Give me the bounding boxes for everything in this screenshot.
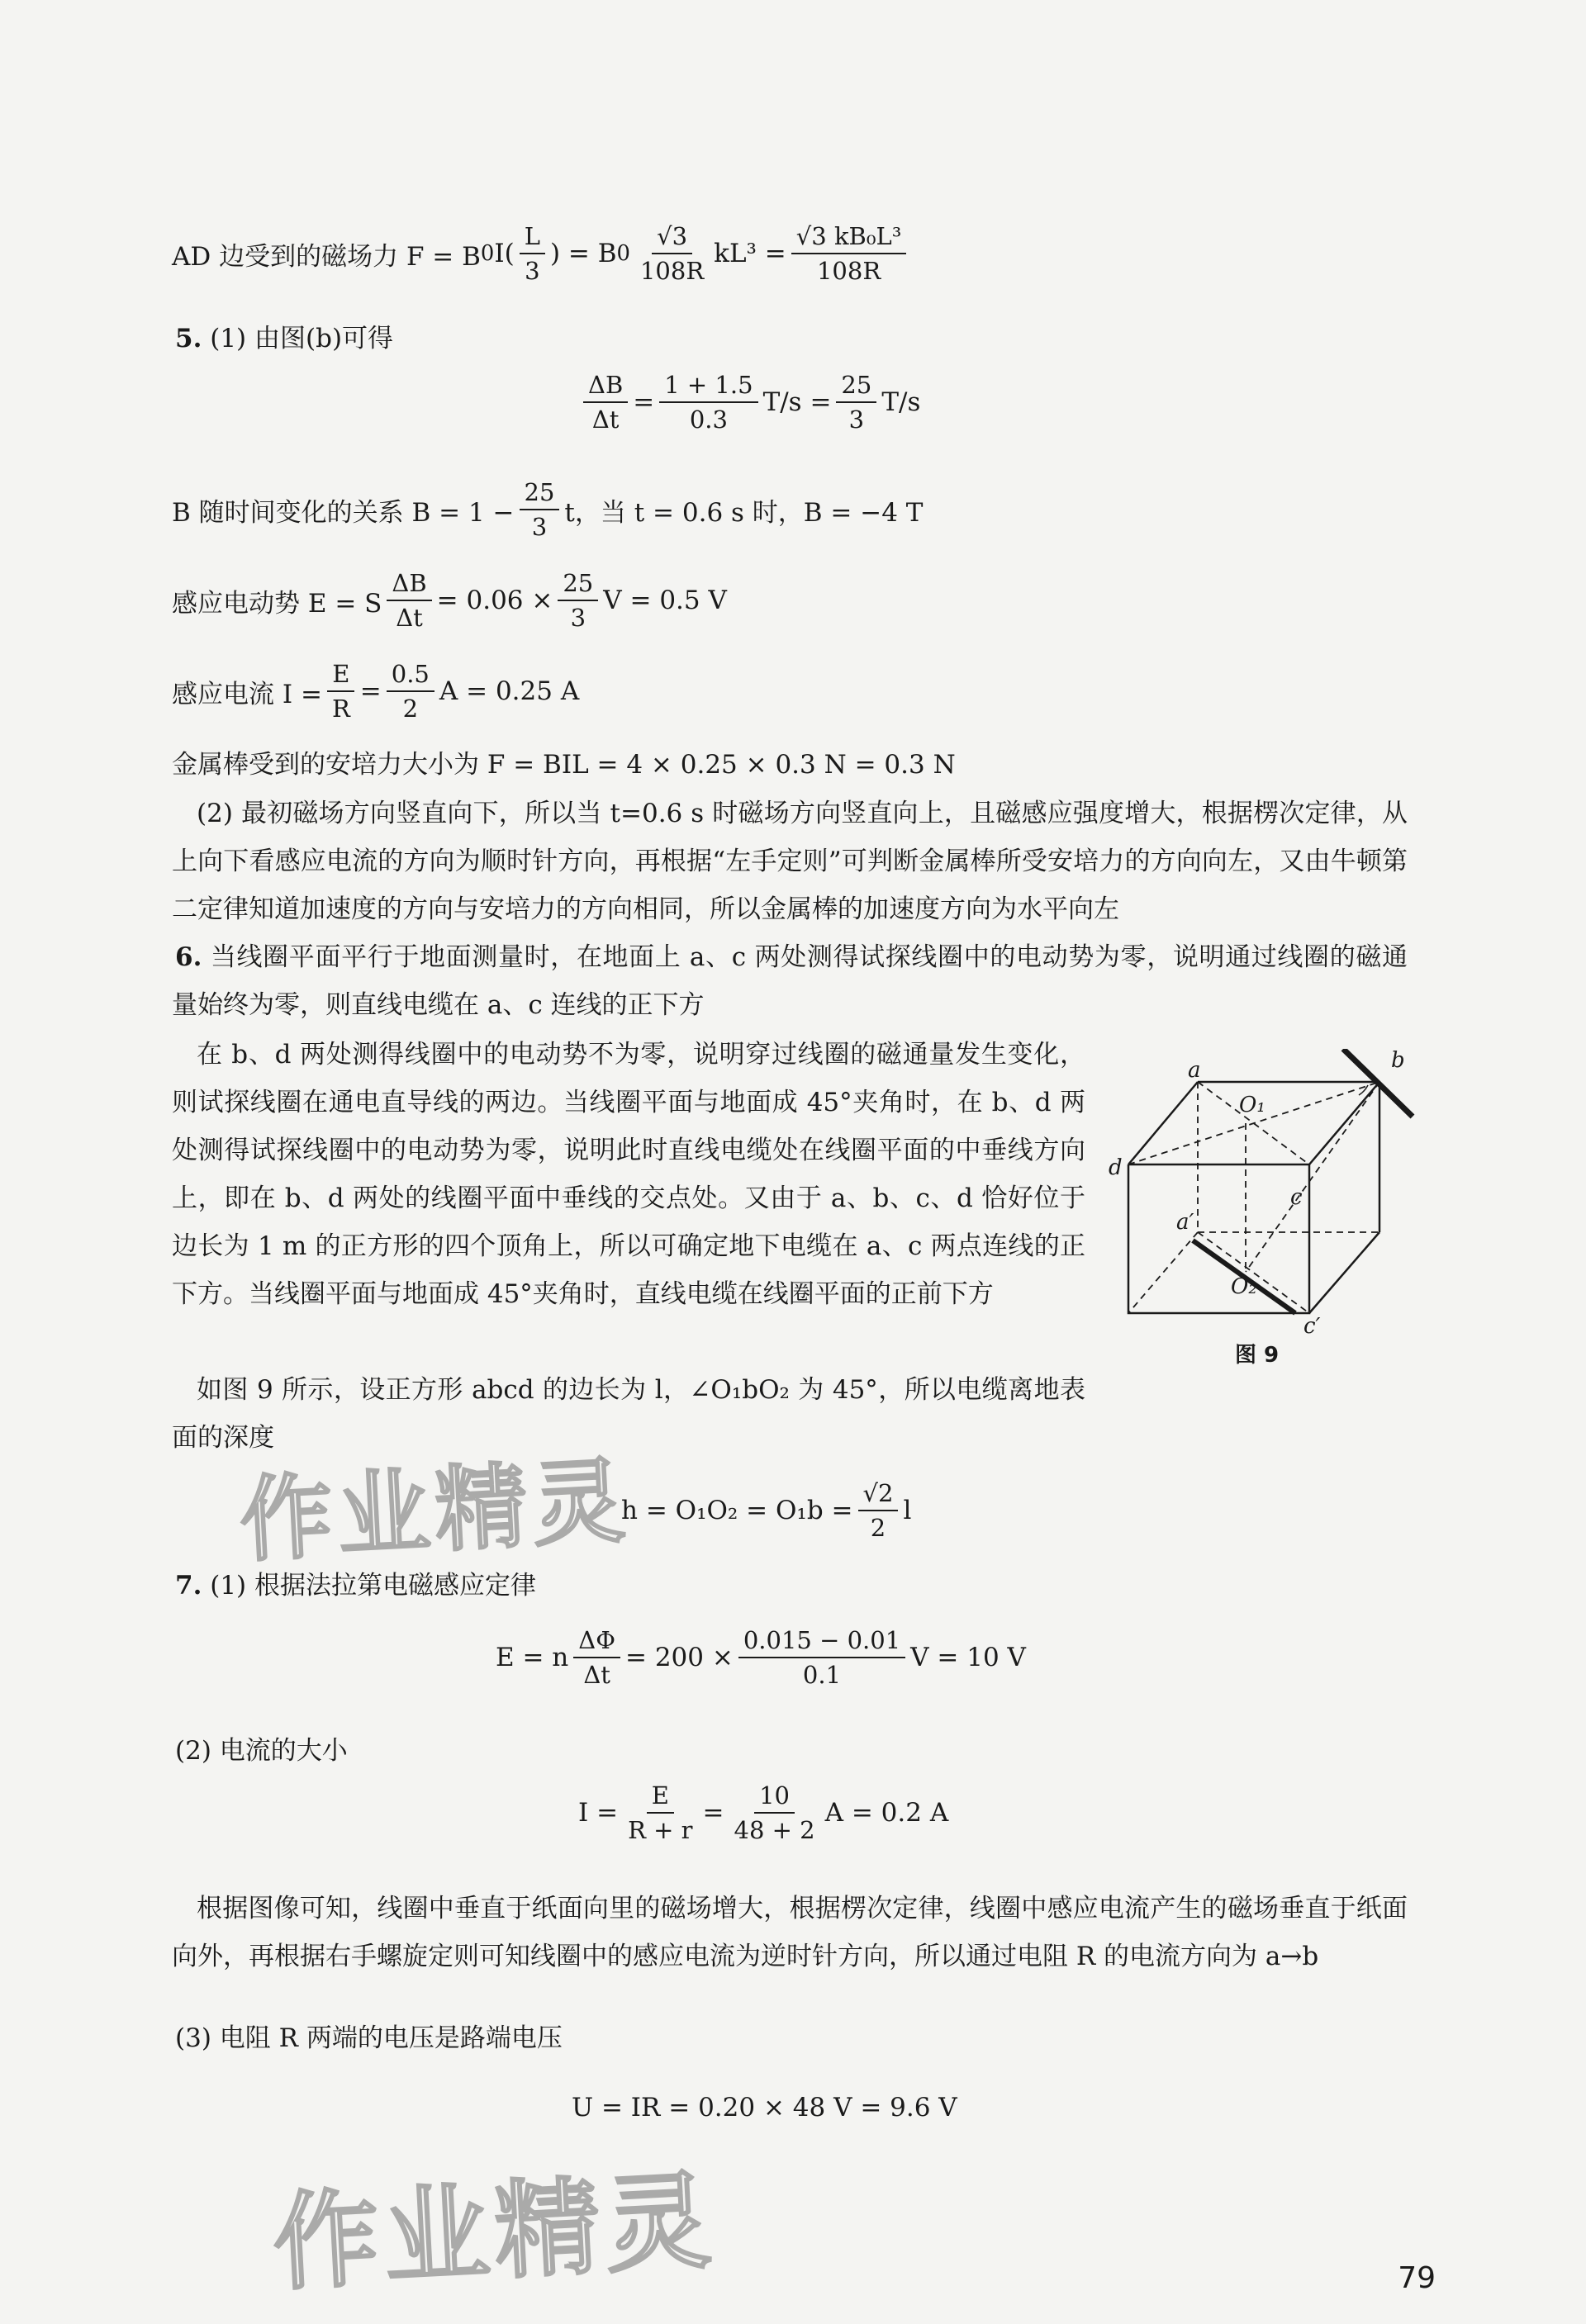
q7-intro-text: (1) 根据法拉第电磁感应定律	[210, 1571, 536, 1601]
label-c-prime: c′	[1303, 1314, 1321, 1338]
question-number: 6.	[175, 942, 202, 972]
denominator: R + r	[628, 1816, 693, 1844]
text: 感应电动势 E = S	[172, 588, 382, 619]
figure-9-cube-diagram	[1107, 1049, 1421, 1338]
fraction	[520, 221, 545, 286]
text: = 200 ×	[625, 1643, 734, 1672]
label-b: b	[1391, 1049, 1405, 1073]
equals: =	[359, 676, 382, 706]
question-number: 5.	[175, 324, 202, 353]
fraction	[387, 568, 431, 633]
fraction	[583, 370, 628, 434]
text: = 0.06 ×	[436, 586, 553, 615]
numerator: √3 kB₀L³	[791, 221, 907, 254]
q5-b-relation	[172, 477, 923, 542]
q5-intro-text: (1) 由图(b)可得	[210, 324, 394, 353]
label-a: a	[1188, 1058, 1201, 1083]
q5-current	[172, 659, 579, 723]
text: V = 0.5 V	[603, 586, 727, 615]
q7-faraday-equation	[496, 1625, 1026, 1690]
fraction	[573, 1625, 620, 1690]
text: l	[903, 1496, 912, 1525]
subscript: 0	[616, 241, 630, 266]
numerator: 25	[558, 568, 598, 601]
fraction	[791, 221, 907, 286]
numerator: 25	[520, 477, 560, 510]
q6-depth-equation	[621, 1478, 911, 1543]
denominator: R	[331, 695, 350, 723]
numerator: 0.015 − 0.01	[738, 1625, 905, 1658]
numerator: E	[647, 1781, 674, 1814]
label-c: c	[1290, 1185, 1303, 1210]
denominator: 0.3	[689, 406, 728, 434]
denominator: 48 + 2	[734, 1816, 815, 1844]
denominator: 2	[870, 1514, 886, 1542]
label-o1: O₁	[1239, 1093, 1265, 1117]
q5-part2: (2) 最初磁场方向竖直向下，所以当 t=0.6 s 时磁场方向竖直向上，且磁感应强度增大，根据楞次定律，从上向下看感应电流的方向为顺时针方向，再根据“左手定则”可判断金属棒所受安培力的方向向左，又由牛顿第二定律知道加速度的方向与安培力的方向相同，所以金属棒的加速度方向为水平向左	[172, 799, 1408, 924]
fraction	[738, 1625, 905, 1690]
denominator: 3	[531, 513, 548, 541]
denominator: Δt	[396, 604, 423, 632]
denominator: 3	[525, 257, 540, 285]
equals: =	[702, 1798, 724, 1828]
ad-force-equation	[172, 221, 911, 286]
text: B 随时间变化的关系 B = 1 −	[172, 497, 515, 528]
text: V = 10 V	[910, 1643, 1026, 1672]
denominator: 108R	[639, 257, 705, 285]
ad-force-mid3: kL³ =	[714, 239, 786, 268]
numerator: ΔB	[387, 568, 431, 601]
numerator: √3	[652, 221, 692, 254]
denominator: 108R	[816, 257, 881, 285]
subscript: 0	[480, 241, 495, 266]
text: 感应电流 I =	[172, 679, 322, 709]
q7-part2-intro: (2) 电流的大小	[175, 1736, 348, 1766]
fraction	[623, 1781, 697, 1845]
q7-current-equation	[578, 1781, 948, 1845]
q7-part2-text: 根据图像可知，线圈中垂直于纸面向里的磁场增大，根据楞次定律，线圈中感应电流产生的磁场垂直于纸面向外，再根据右手螺旋定则可知线圈中的感应电流为逆时针方向，所以通过电阻 R 的电流方向为 a→b	[172, 1894, 1408, 1971]
numerator: ΔB	[583, 370, 628, 403]
q6-para2: 在 b、d 两处测得线圈中的电动势不为零，说明穿过线圈的磁通量发生变化，则试探线圈在通电直导线的两边。当线圈平面与地面成 45°夹角时，在 b、d 两处测得试探线圈中的电动势为零，说明此时直线电缆处在线圈平面的中垂线方向上，即在 b、d 两处的线圈平面中垂线的交点处。又由于 a、b、c、d 恰好位于边长为 1 m 的正方形的四个顶角上，所以可确定地下电缆在 a、c 两点连线的正下方。当线圈平面与地面成 45°夹角时，直线电缆在线圈平面的正前下方	[172, 1040, 1085, 1309]
text: A = 0.25 A	[439, 676, 580, 706]
unit: T/s	[881, 387, 921, 417]
watermark: 作业精灵	[270, 2160, 719, 2306]
fraction	[729, 1781, 820, 1845]
text: E = n	[496, 1643, 569, 1672]
denominator: Δt	[591, 406, 620, 434]
denominator: 3	[570, 604, 586, 632]
numerator: ΔΦ	[573, 1625, 620, 1658]
label-o2: O₂	[1231, 1274, 1257, 1299]
watermark: 作业精灵	[237, 1447, 633, 1576]
numerator: E	[327, 659, 354, 692]
unit: T/s =	[762, 387, 832, 417]
q6-para1	[172, 933, 1408, 1029]
numerator: 25	[836, 370, 876, 403]
fraction	[858, 1478, 899, 1543]
text: A = 0.2 A	[824, 1798, 949, 1828]
denominator: 2	[402, 695, 419, 723]
ad-force-prefix: AD 边受到的磁场力 F = B	[172, 241, 481, 272]
fraction	[635, 221, 709, 286]
numerator: L	[520, 221, 545, 254]
question-number: 7.	[175, 1571, 202, 1601]
ad-force-mid2: ) = B	[549, 239, 617, 268]
fraction	[520, 477, 560, 542]
ad-force-mid1: I(	[494, 239, 515, 268]
numerator: √2	[858, 1478, 899, 1511]
q7-part3-intro: (3) 电阻 R 两端的电压是路端电压	[175, 2023, 563, 2053]
q6-para1-text: 当线圈平面平行于地面测量时，在地面上 a、c 两处测得试探线圈中的电动势为零，说明通过线圈的磁通量始终为零，则直线电缆在 a、c 连线的正下方	[172, 942, 1408, 1020]
denominator: Δt	[583, 1661, 610, 1689]
fraction	[558, 568, 598, 633]
text: t，当 t = 0.6 s 时，B = −4 T	[564, 497, 924, 528]
equals: =	[633, 387, 655, 417]
fraction	[836, 370, 876, 434]
figure-9-caption: 图 9	[1235, 1343, 1280, 1368]
numerator: 10	[754, 1781, 795, 1814]
q5-emf	[172, 568, 727, 633]
fraction	[387, 659, 434, 723]
text: h = O₁O₂ = O₁b =	[621, 1496, 853, 1525]
label-d: d	[1109, 1155, 1123, 1180]
numerator: 0.5	[387, 659, 434, 692]
denominator: 0.1	[802, 1661, 842, 1689]
q6-para3: 如图 9 所示，设正方形 abcd 的边长为 l，∠O₁bO₂ 为 45°，所以电缆离地表面的深度	[172, 1375, 1085, 1453]
label-a-prime: a′	[1176, 1210, 1194, 1235]
q5-ampere-force: 金属棒受到的安培力大小为 F = BIL = 4 × 0.25 × 0.3 N = 0.3 N	[172, 750, 956, 780]
fraction	[327, 659, 355, 723]
q7-voltage-equation: U = IR = 0.20 × 48 V = 9.6 V	[572, 2093, 957, 2122]
denominator: 3	[848, 406, 865, 434]
fraction	[659, 370, 757, 434]
numerator: 1 + 1.5	[659, 370, 757, 403]
q5-eq1	[578, 370, 920, 434]
text: I =	[578, 1798, 619, 1828]
q5-intro	[175, 320, 393, 357]
page-number: 79	[1398, 2261, 1436, 2295]
